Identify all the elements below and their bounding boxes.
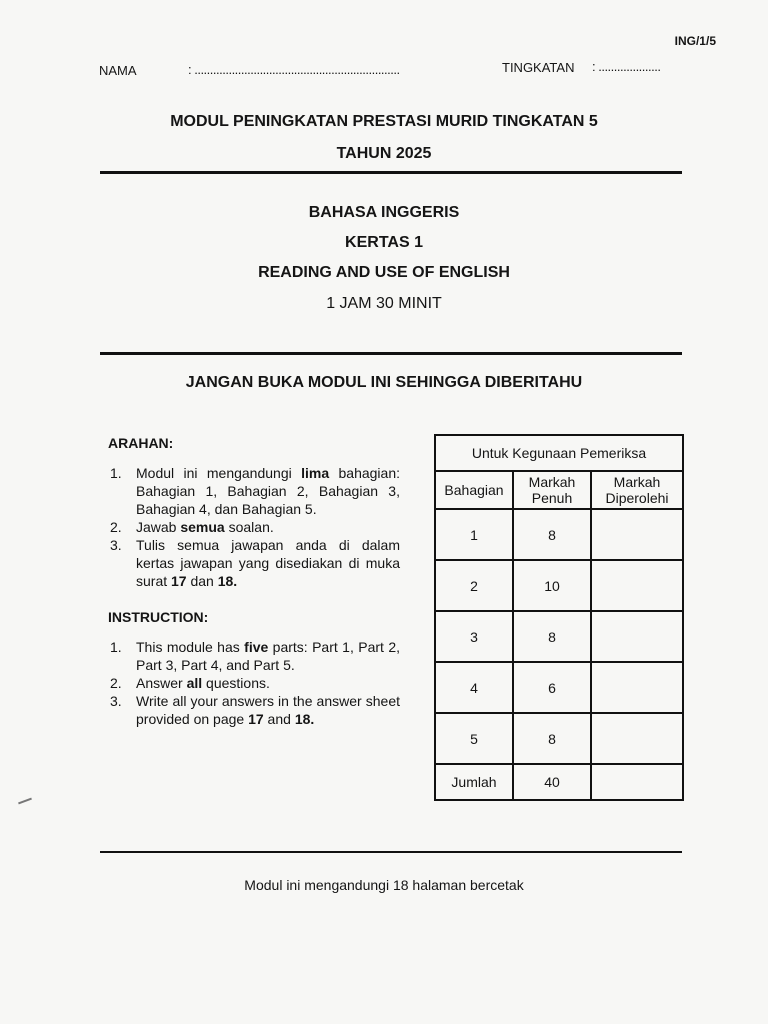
divider-bottom xyxy=(100,851,682,853)
marks-obtained-cell xyxy=(591,713,683,764)
subject-name: BAHASA INGGERIS xyxy=(308,204,460,221)
examiner-marks-table xyxy=(434,434,684,801)
module-year: TAHUN 2025 xyxy=(336,145,432,162)
marks-obtained-cell xyxy=(591,560,683,611)
part-cell: 1 xyxy=(435,509,513,560)
marks-obtained-cell xyxy=(591,662,683,713)
list-item: 3. Tulis semua jawapan anda di dalam kertas jawapan yang disediakan di muka surat 17 dan 18. xyxy=(110,537,400,589)
form-label: TINGKATAN xyxy=(502,60,575,75)
page-count-note: Modul ini mengandungi 18 halaman bercetak xyxy=(244,877,524,893)
marks-obtained-cell xyxy=(591,509,683,560)
full-marks-cell: 6 xyxy=(513,662,591,713)
divider-top xyxy=(100,171,682,174)
total-marks-obtained xyxy=(591,764,683,800)
table-caption: Untuk Kegunaan Pemeriksa xyxy=(435,435,683,471)
arahan-list xyxy=(108,464,400,590)
column-header-part: Bahagian xyxy=(435,471,513,509)
warning-text: JANGAN BUKA MODUL INI SEHINGGA DIBERITAHU xyxy=(185,374,583,391)
column-header-marks-obtained: Markah Diperolehi xyxy=(591,471,683,509)
full-marks-cell: 8 xyxy=(513,509,591,560)
table-row xyxy=(435,662,683,713)
marks-obtained-cell xyxy=(591,611,683,662)
part-cell: 3 xyxy=(435,611,513,662)
divider-middle xyxy=(100,352,682,355)
part-cell: 5 xyxy=(435,713,513,764)
paper-duration: 1 JAM 30 MINIT xyxy=(326,295,442,312)
full-marks-cell: 10 xyxy=(513,560,591,611)
column-header-full-marks: Markah Penuh xyxy=(513,471,591,509)
table-row xyxy=(435,713,683,764)
total-label: Jumlah xyxy=(435,764,513,800)
instruction-title: INSTRUCTION: xyxy=(108,609,209,625)
table-row xyxy=(435,509,683,560)
list-item: 3. Write all your answers in the answer sheet provided on page 17 and 18. xyxy=(110,693,400,727)
full-marks-cell: 8 xyxy=(513,713,591,764)
full-marks-cell: 8 xyxy=(513,611,591,662)
list-item: 2. Jawab semua soalan. xyxy=(110,519,274,535)
table-total-row xyxy=(435,764,683,800)
name-label: NAMA xyxy=(99,63,137,78)
module-title: MODUL PENINGKATAN PRESTASI MURID TINGKATAN 5 xyxy=(170,113,598,130)
part-cell: 4 xyxy=(435,662,513,713)
total-full-marks: 40 xyxy=(513,764,591,800)
instruction-list xyxy=(108,638,400,728)
paper-number: KERTAS 1 xyxy=(345,234,423,251)
name-field: : .................................................................. xyxy=(188,62,400,77)
stray-pen-mark xyxy=(18,798,32,805)
part-cell: 2 xyxy=(435,560,513,611)
table-row xyxy=(435,611,683,662)
list-item: 1. Modul ini mengandungi lima bahagian: Bahagian 1, Bahagian 2, Bahagian 3, Bahagian 4, dan Bahagian 5. xyxy=(110,465,400,517)
arahan-title: ARAHAN: xyxy=(108,435,174,451)
list-item: 1. This module has five parts: Part 1, Part 2, Part 3, Part 4, and Part 5. xyxy=(110,639,401,673)
instructions-column xyxy=(108,434,400,746)
form-field: : .................... xyxy=(592,59,661,74)
paper-code: ING/1/5 xyxy=(674,34,716,48)
list-item: 2. Answer all questions. xyxy=(110,675,270,691)
table-row xyxy=(435,560,683,611)
paper-component: READING AND USE OF ENGLISH xyxy=(258,264,510,281)
